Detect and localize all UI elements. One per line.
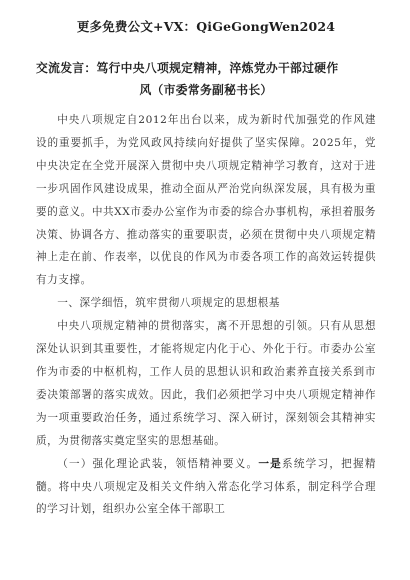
intro-paragraph: 中央八项规定自2012年出台以来，成为新时代加强党的作风建设的重要抓手，为党风政风持续向好提供了坚实保障。2025年，党中央决定在全党开展深入贯彻中央八项规定精神学习教育，这对于进一步巩固作风建设成果，推动全面从严治党向纵深发展，具有极为重要的意义。中共XX市委办公室作为市委的综合办事机构，承担着服务决策、协调各方、推动落实的重要职责，必须在贯彻中央八项规定精神上走在前、作表率，以优良的作风为市委各项工作的高效运转提供有力支撑。 [36, 114, 376, 287]
section-1-heading: 一、深学细悟，筑牢贯彻八项规定的思想根基 [57, 297, 281, 310]
title-line-2: 风（市委常务副秘书长） [139, 83, 273, 97]
subsection-1-lead: （一）强化理论武装，领悟精神要义。 [57, 457, 259, 470]
promo-banner: 更多免费公文+VX：QiGeGongWen2024 [76, 19, 336, 34]
subsection-1-bold: 一是 [258, 457, 283, 470]
title-line-1: 交流发言：笃行中央八项规定精神，淬炼党办干部过硬作 [36, 61, 339, 75]
document-body [36, 109, 376, 521]
section-1-paragraph: 中央八项规定精神的贯彻落实，离不开思想的引领。只有从思想深处认识到其重要性，才能将规定内化于心、外化于行。市委办公室作为市委的中枢机构，工作人员的思想认识和政治素养直接关系到市委决策部署的落实成效。因此，我们必须把学习中央八项规定精神作为一项重要政治任务，通过系统学习、深入研讨，深刻领会其精神实质，为贯彻落实奠定坚实的思想基础。 [36, 320, 376, 447]
subsection-1-text: 系统学习，把握精髓。将中央八项规定及相关文件纳入常态化学习体系，制定科学合理的学习计划，组织办公室全体干部职工 [36, 457, 376, 516]
document-title [36, 57, 376, 101]
subsection-1-paragraph [36, 453, 376, 522]
